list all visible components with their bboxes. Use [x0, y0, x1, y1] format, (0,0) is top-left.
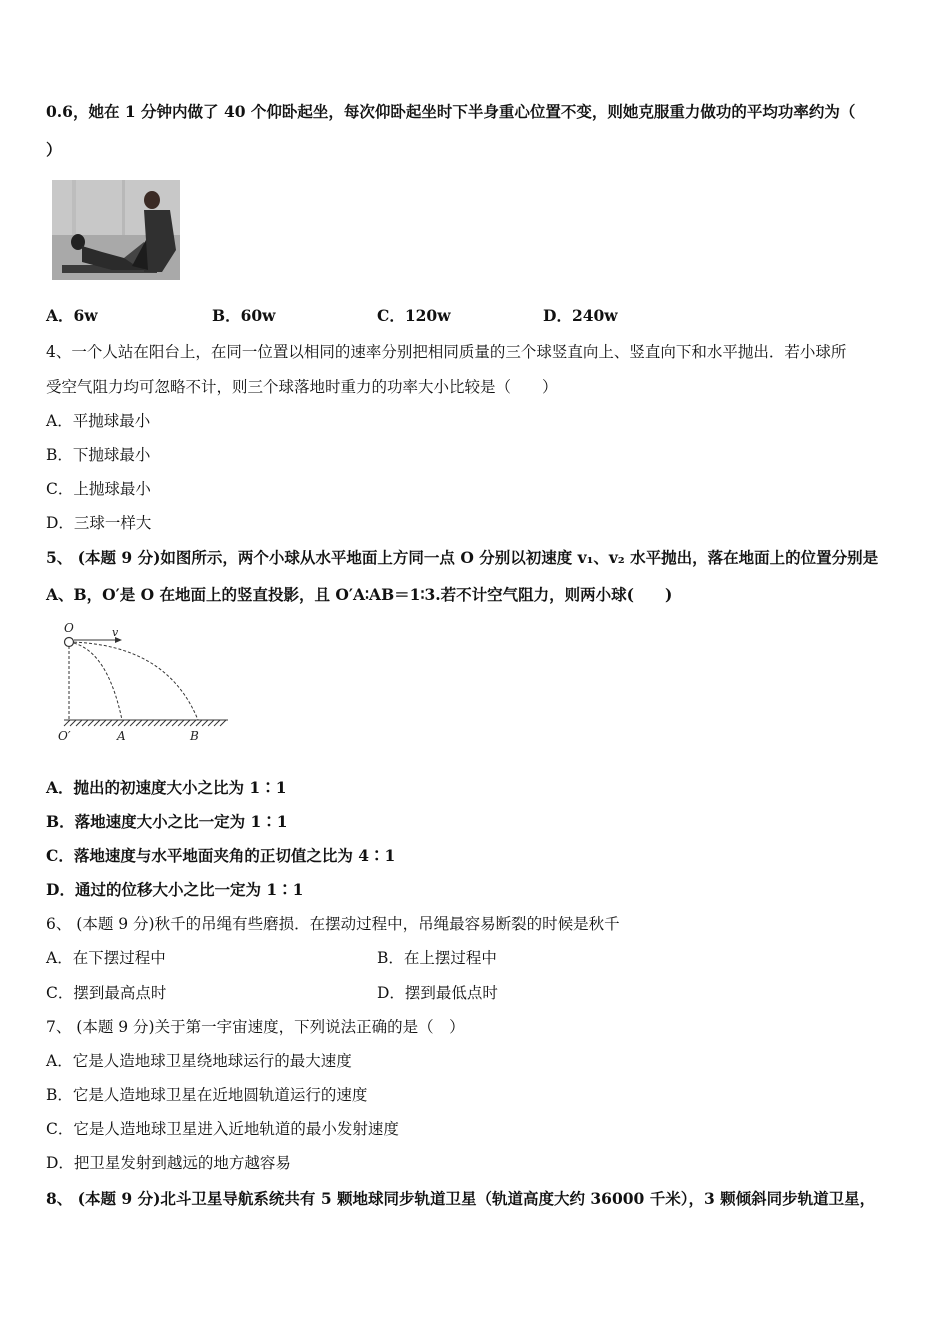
- q3-option-d[interactable]: D．240w: [543, 306, 618, 325]
- q3-option-b[interactable]: B．60w: [212, 306, 276, 325]
- label-o-prime: O′: [58, 729, 71, 743]
- q5-option-a[interactable]: A．抛出的初速度大小之比为 1∶1: [46, 778, 287, 797]
- q5-stem-line2: A、B，O′是 O 在地面上的竖直投影，且 O′A∶AB＝1∶3.若不计空气阻力，则两小球( ): [46, 585, 673, 604]
- ball-o: [65, 638, 74, 647]
- q4-option-a[interactable]: A．平抛球最小: [46, 412, 151, 430]
- q4-stem-line2: 受空气阻力均可忽略不计，则三个球落地时重力的功率大小比较是（ ）: [46, 378, 558, 396]
- trajectory-b: [69, 642, 198, 720]
- q7-option-a[interactable]: A．它是人造地球卫星绕地球运行的最大速度: [46, 1052, 352, 1070]
- label-b: B: [190, 729, 199, 743]
- label-a: A: [117, 729, 126, 743]
- q7-option-d[interactable]: D．把卫星发射到越远的地方越容易: [46, 1154, 291, 1172]
- q7-stem: 7、 (本题 9 分)关于第一宇宙速度，下列说法正确的是（ ）: [46, 1018, 465, 1036]
- q3-option-c[interactable]: C．120w: [377, 306, 451, 325]
- q6-stem: 6、 (本题 9 分)秋千的吊绳有些磨损．在摆动过程中，吊绳最容易断裂的时候是秋千: [46, 915, 620, 933]
- situp-photo: [52, 180, 180, 280]
- label-v: v: [112, 626, 119, 639]
- q8-stem: 8、 (本题 9 分)北斗卫星导航系统共有 5 颗地球同步轨道卫星（轨道高度大约 36000 千米），3 颗倾斜同步轨道卫星，: [46, 1189, 876, 1208]
- label-o: O: [64, 621, 74, 635]
- q5-option-d[interactable]: D．通过的位移大小之比一定为 1∶1: [46, 880, 304, 899]
- q5-stem-line1: 5、 (本题 9 分)如图所示，两个小球从水平地面上方同一点 O 分别以初速度 v₁、v₂ 水平抛出，落在地面上的位置分别是: [46, 548, 879, 567]
- q6-option-c[interactable]: C．摆到最高点时: [46, 984, 167, 1002]
- q3-option-a[interactable]: A．6w: [46, 306, 98, 325]
- q6-option-d[interactable]: D．摆到最低点时: [377, 984, 498, 1002]
- q7-option-c[interactable]: C．它是人造地球卫星进入近地轨道的最小发射速度: [46, 1120, 399, 1138]
- q6-option-a[interactable]: A．在下摆过程中: [46, 949, 166, 967]
- trajectory-a: [69, 642, 122, 720]
- ground-hatching: [64, 720, 226, 726]
- q4-stem-line1: 4、一个人站在阳台上，在同一位置以相同的速率分别把相同质量的三个球竖直向上、竖直向下和水平抛出．若小球所: [46, 343, 847, 361]
- q3-stem-line1: 0.6，她在 1 分钟内做了 40 个仰卧起坐，每次仰卧起坐时下半身重心位置不变，则她克服重力做功的平均功率约为（: [46, 102, 856, 121]
- q4-option-c[interactable]: C．上抛球最小: [46, 480, 151, 498]
- q7-option-b[interactable]: B．它是人造地球卫星在近地圆轨道运行的速度: [46, 1086, 368, 1104]
- q4-option-d[interactable]: D．三球一样大: [46, 514, 152, 532]
- q5-option-b[interactable]: B．落地速度大小之比一定为 1∶1: [46, 812, 288, 831]
- q4-option-b[interactable]: B．下抛球最小: [46, 446, 151, 464]
- q3-stem-line2: ）: [46, 140, 62, 159]
- q5-option-c[interactable]: C．落地速度与水平地面夹角的正切值之比为 4∶1: [46, 846, 396, 865]
- projectile-diagram: [52, 620, 232, 750]
- q6-option-b[interactable]: B．在上摆过程中: [377, 949, 497, 967]
